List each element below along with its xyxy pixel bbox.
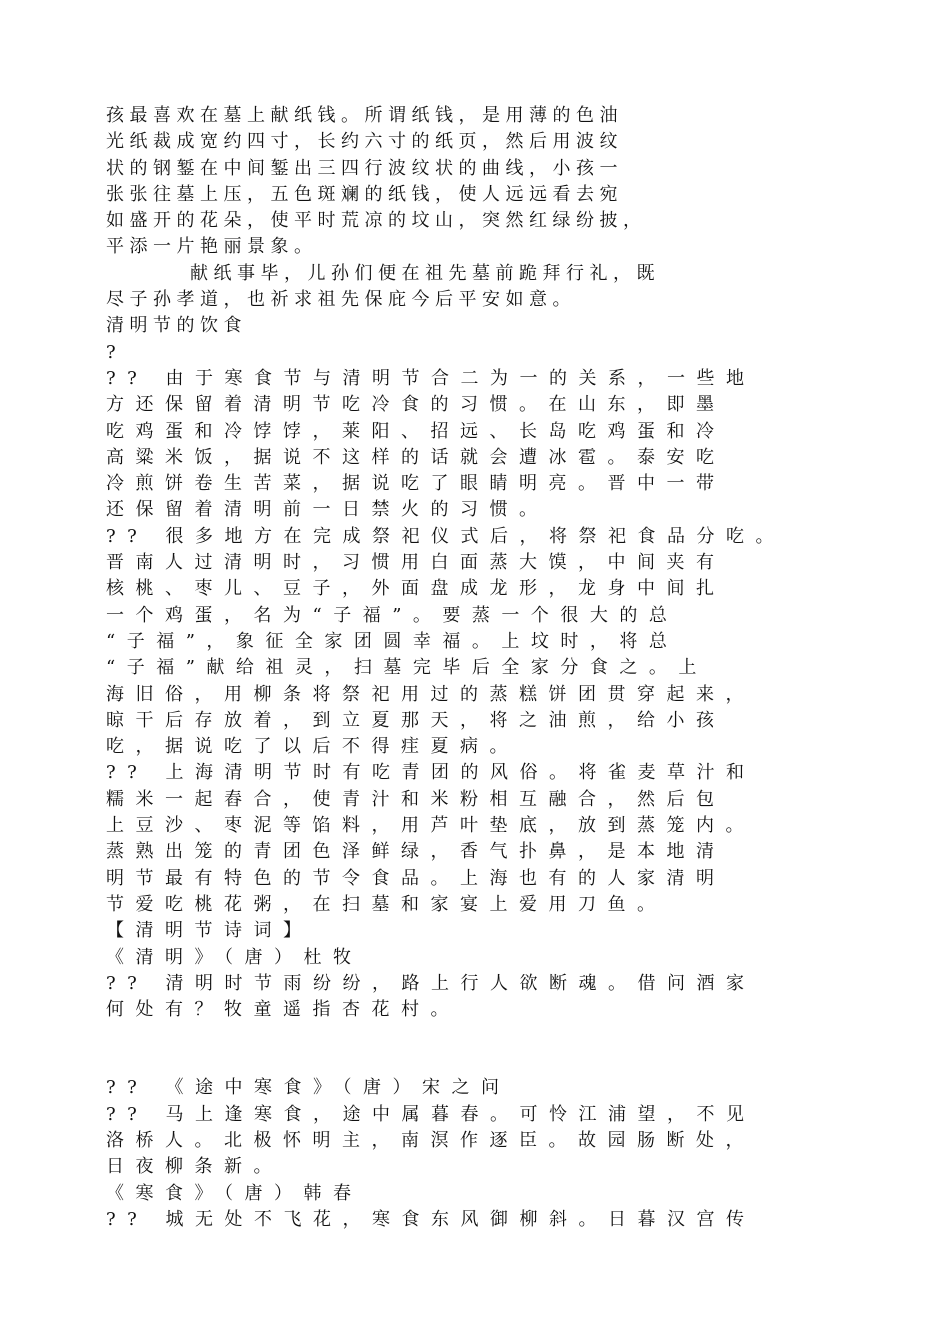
paragraph-line: 献纸事毕，儿孙们便在祖先墓前跪拜行礼，既 — [190, 262, 660, 284]
paragraph-line: 吃，据说吃了以后不得疰夏病。 — [106, 736, 519, 758]
paragraph-line: 还保留着清明前一日禁火的习惯。 — [106, 499, 549, 521]
poem-line: 日夜柳条新。 — [106, 1156, 283, 1178]
poem-line: 洛桥人。北极怀明主，南溟作逐臣。故园肠断处， — [106, 1129, 755, 1151]
section-heading: 清明节的饮食 — [106, 315, 247, 337]
paragraph-line: “子福”，象征全家团圆幸福。上坟时，将总 — [106, 630, 679, 652]
paragraph-line: 晾干后存放着，到立夏那天，将之油煎，给小孩 — [106, 709, 726, 731]
section-heading: 【清明节诗词】 — [106, 920, 313, 942]
paragraph-line: ?? 上海清明节时有吃青团的风俗。将雀麦草汁和 — [106, 762, 756, 784]
paragraph-line: 上豆沙、枣泥等馅料，用芦叶垫底，放到蒸笼内。 — [106, 815, 755, 837]
paragraph-line: 海旧俗，用柳条将祭祀用过的蒸糕饼团贯穿起来， — [106, 683, 755, 705]
poem-line: ?? 城无处不飞花，寒食东风御柳斜。日暮汉宫传 — [106, 1208, 756, 1230]
paragraph-line: 晋南人过清明时，习惯用白面蒸大馍，中间夹有 — [106, 552, 726, 574]
paragraph-line: 一个鸡蛋，名为“子福”。要蒸一个很大的总 — [106, 604, 679, 626]
poem-line: ?? 马上逢寒食，途中属暮春。可怜江浦望，不见 — [106, 1103, 756, 1125]
poem-title: 《寒食》（唐）韩春 — [106, 1182, 363, 1204]
poem-title: ?? 《途中寒食》（唐）宋之问 — [106, 1077, 511, 1099]
paragraph-line: 尽子孙孝道，也祈求祖先保庇今后平安如意。 — [106, 289, 576, 311]
paragraph-line: 平添一片艳丽景象。 — [106, 236, 318, 258]
paragraph-line: 方还保留着清明节吃冷食的习惯。在山东，即墨 — [106, 394, 726, 416]
poem-title: 《清明》（唐）杜牧 — [106, 946, 363, 968]
poem-line: ?? 清明时节雨纷纷，路上行人欲断魂。借问酒家 — [106, 972, 756, 994]
paragraph-line: ?? 由于寒食节与清明节合二为一的关系，一些地 — [106, 367, 756, 389]
paragraph-line: 核桃、枣儿、豆子，外面盘成龙形，龙身中间扎 — [106, 578, 726, 600]
paragraph-line: 明节最有特色的节令食品。上海也有的人家清明 — [106, 867, 726, 889]
paragraph-line: 张张往墓上压，五色斑斓的纸钱，使人远远看去宛 — [106, 183, 623, 205]
paragraph-line: 糯米一起舂合，使青汁和米粉相互融合，然后包 — [106, 788, 726, 810]
placeholder-line: ? — [106, 341, 122, 363]
paragraph-line: 状的钢錾在中间錾出三四行波纹状的曲线，小孩一 — [106, 157, 623, 179]
paragraph-line: 孩最喜欢在墓上献纸钱。所谓纸钱，是用薄的色油 — [106, 105, 623, 126]
paragraph-line: 蒸熟出笼的青团色泽鲜绿，香气扑鼻，是本地清 — [106, 841, 726, 863]
paragraph-line: 光纸裁成宽约四寸，长约六寸的纸页，然后用波纹 — [106, 131, 623, 153]
paragraph-line: 高粱米饭，据说不这样的话就会遭冰雹。泰安吃 — [106, 446, 726, 468]
paragraph-line: ?? 很多地方在完成祭祀仪式后，将祭祀食品分吃。 — [106, 525, 786, 547]
paragraph-line: 冷煎饼卷生苦菜，据说吃了眼睛明亮。晋中一带 — [106, 473, 726, 495]
poem-line: 何处有？牧童遥指杏花村。 — [106, 999, 460, 1021]
document-page — [106, 103, 866, 1233]
paragraph-line: “子福”献给祖灵，扫墓完毕后全家分食之。上 — [106, 657, 708, 679]
paragraph-line: 如盛开的花朵，使平时荒凉的坟山，突然红绿纷披， — [106, 210, 647, 232]
paragraph-line: 吃鸡蛋和冷饽饽，莱阳、招远、长岛吃鸡蛋和冷 — [106, 420, 726, 442]
paragraph-line: 节爱吃桃花粥，在扫墓和家宴上爱用刀鱼。 — [106, 893, 667, 915]
